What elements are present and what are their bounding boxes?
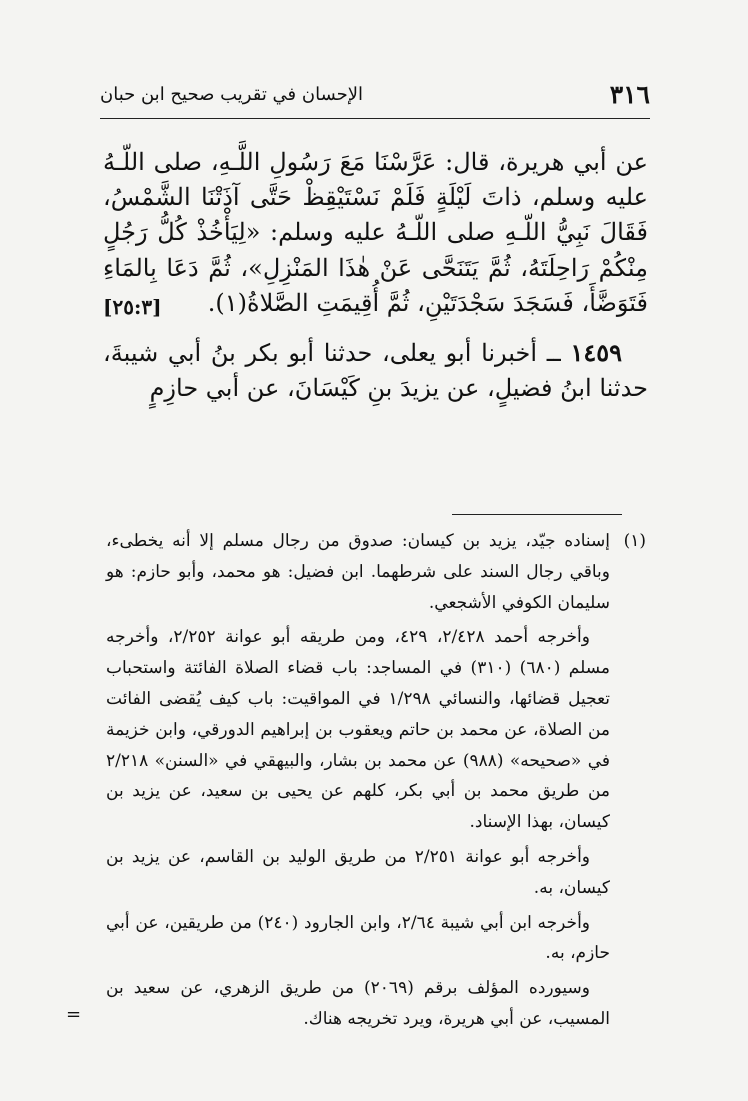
footnote-1-text: إسناده جيّد، يزيد بن كيسان: صدوق من رجال مسلم إلا أنه يخطىء، وباقي رجال السند على شرطهما. ابن فضيل: هو محمد، وأبو حازم: هو سليمان الكوفي الأشجعي. <box>106 531 610 613</box>
footnote-separator <box>452 514 622 515</box>
footnotes <box>106 526 646 1035</box>
page-header <box>100 78 650 119</box>
footnote-paragraph: وأخرجه ابن أبي شيبة ٢/٦٤، وابن الجارود (٢٤٠) من طريقين، عن أبي حازم، به. <box>106 912 610 964</box>
main-text <box>103 145 648 406</box>
hadith-2-number: ١٤٥٩ <box>570 338 623 368</box>
footnote-paragraph: وأخرجه أبو عوانة ٢/٢٥١ من طريق الوليد بن القاسم، عن يزيد بن كيسان، به. <box>106 846 610 898</box>
hadith-2 <box>103 335 648 406</box>
footnote-1-marker: (١) <box>623 531 646 551</box>
footnote-paragraph: وسيورده المؤلف برقم (٢٠٦٩) من طريق الزهري، عن سعيد بن المسيب، عن أبي هريرة، ويرد تخريجه هناك. <box>106 978 610 1029</box>
footnote-ref-1: (١). <box>207 288 248 317</box>
page-number: ٣١٦ <box>609 80 650 109</box>
margin-mark: = <box>66 1004 82 1025</box>
running-title: الإحسان في تقريب صحيح ابن حبان <box>100 84 364 105</box>
hadith-1-reference: [٢٥:٣] <box>103 294 162 319</box>
hadith-2-text: ــ أخبرنا أبو يعلى، حدثنا أبو بكر بنُ أبي شيبةَ، حدثنا ابنُ فضيلٍ، عن يزيدَ بنِ كَيْسَانَ، عن أبي حازِمٍ <box>103 339 648 403</box>
footnote-1 <box>106 526 646 618</box>
hadith-1 <box>103 145 648 321</box>
hadith-1-text: عن أبي هريرة، قال: عَرَّسْنَا مَعَ رَسُولِ اللَّـهِ، صلى اللّـهُ عليه وسلم، ذاتَ لَيْلَةٍ فَلَمْ نَسْتَيْقِظْ حَتَّى آذَتْنَا الشَّمْسُ، فَقَالَ نَبِيُّ اللّـهِ صلى اللّـهُ عليه وسلم: «لِيَأْخُذْ كُلُّ رَجُلٍ مِنْكُمْ رَاحِلَتَهُ، ثُمَّ يَتَنَحَّى عَنْ هٰذَا المَنْزِلِ»، ثُمَّ دَعَا بِالمَاءِ فَتَوَضَّأَ، فَسَجَدَ سَجْدَتَيْنِ، ثُمَّ أُقِيمَتِ الصَّلاةُ <box>103 148 648 317</box>
footnote-paragraph: وأخرجه أحمد ٢/٤٢٨، ٤٢٩، ومن طريقه أبو عوانة ٢/٢٥٢، وأخرجه مسلم (٦٨٠) (٣١٠) في المساجد: باب قضاء الصلاة الفائتة واستحباب تعجيل قضائها، والنسائي ١/٢٩٨ في المواقيت: باب كيف يُقضى الفائت من الصلاة، عن محمد بن حاتم ويعقوب بن إبراهيم الدورقي، وابن خزيمة في «صحيحه» (٩٨٨) عن محمد بن بشار، والبيهقي في «السنن» ٢/٢١٨ من طريق محمد بن أبي بكر، كلهم عن يحيى بن سعيد، عن يزيد بن كيسان، بهذا الإسناد. <box>106 627 611 833</box>
